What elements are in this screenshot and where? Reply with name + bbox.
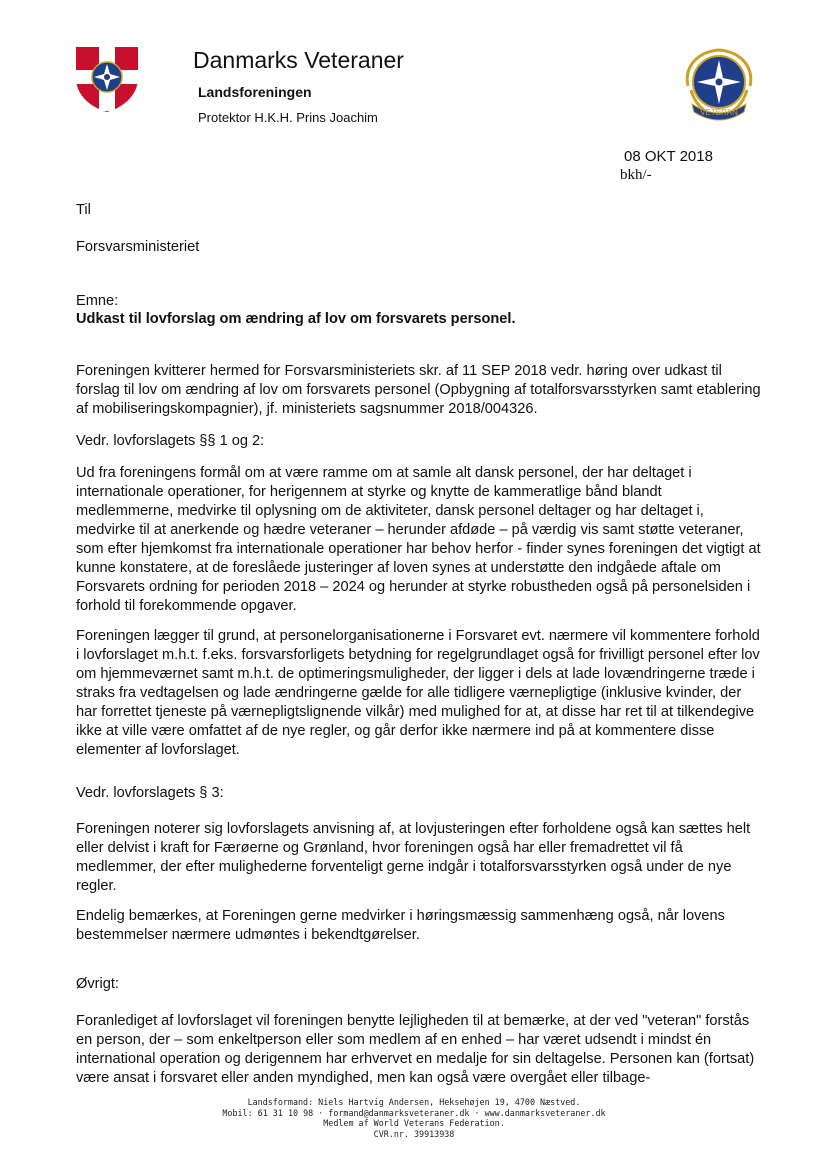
footer-membership-line: Medlem af World Veterans Federation.	[323, 1118, 505, 1128]
reference-code: bkh/-	[620, 167, 652, 183]
paragraph-purpose: Ud fra foreningens formål om at være ramme om at samle alt dansk personel, der har deltaget i internationale operationer, for herigennem at styrke og knytte de kammeratlige bånd blandt medlemmerne, medvirke til oplysning om de aktiviteter, dansk personel deltager og har deltaget i, medvirke til at anerkende og hædre veteraner – herunder afdøde – på værdig vis samt støtte veteraner, som efter hjemkomst fra internationale operationer har behov herfor - finder synes foreningen det vigtigt at kunne konstatere, at de foreslåede justeringer af loven synes at understøtte den indgåede aftale om Forsvarets ordning for perioden 2018 – 2024 og herunder at styrke robustheden også på personelsiden i forhold til forekommende opgaver.	[76, 465, 761, 614]
footer	[0, 1097, 828, 1139]
protector-line: Protektor H.K.H. Prins Joachim	[198, 110, 378, 125]
right-logo-veteran-badge	[678, 46, 760, 124]
recipient-label: Til	[76, 202, 91, 218]
paragraph-hearing: Endelig bemærkes, at Foreningen gerne medvirker i høringsmæssig sammenhæng også, når lovens bestemmelser nærmere udmøntes i bekendtgørelser.	[76, 908, 725, 943]
subject-text: Udkast til lovforslag om ændring af lov om forsvarets personel.	[76, 311, 516, 327]
paragraph-veteran-definition: Foranlediget af lovforslaget vil foreningen benytte lejligheden til at bemærke, at der ved "veteran" forstås en person, der – som enkeltperson eller som medlem af en enhed – har været udsendt i mindst én international operation og derigennem har erhvervet en medalje for sin deltagelse. Personen kan (fortsat) være ansat i forsvaret eller anden myndighed, men kan også være overgået eller tilbage-	[76, 1013, 755, 1086]
paragraph-faroe-greenland: Foreningen noterer sig lovforslagets anvisning af, at lovjusteringen efter forholdene også kan sættes helt eller delvist i kraft for Færøerne og Grønland, hvor foreningen også har eller fremadrettet vil få medlemmer, der efter mulighederne forventeligt gerne indgår i totalforsvarsstyrken også under de nye regler.	[76, 821, 751, 894]
organization-subtitle: Landsforeningen	[198, 84, 312, 100]
organization-name: Danmarks Veteraner	[193, 47, 404, 73]
paragraph-personnel: Foreningen lægger til grund, at personelorganisationerne i Forsvaret evt. nærmere vil kommentere forhold i lovforslaget m.h.t. f.eks. forsvarsforligets betydning for regelgrundlaget også for frivilligt personel efter lov om hjemmeværnet samt m.h.t. de optimeringsmuligheder, der ligger i dels at lade lovændringerne træde i straks fra vedtagelsen og lade ændringerne gælde for alle tidligere værnepligtige (inklusive kvinder, der har forrettet tjeneste på værnepligtslignende vilkår) med mulighed for at, at disse har ret til at tilkendegive ikke at ville være omfattet af de nye regler, og går derfor ikke nærmere ind på at kommentere disse elementer af lovforslaget.	[76, 628, 760, 758]
footer-chairman-line: Landsformand: Niels Hartvig Andersen, Heksehøjen 19, 4700 Næstved.	[247, 1097, 581, 1107]
section-heading-3: Vedr. lovforslagets § 3:	[76, 785, 224, 801]
footer-contact-line: Mobil: 61 31 10 98 · formand@danmarksveteraner.dk · www.danmarksveteraner.dk	[222, 1107, 606, 1118]
subject-label: Emne:	[76, 293, 119, 309]
intro-paragraph: Foreningen kvitterer hermed for Forsvarsministeriets skr. af 11 SEP 2018 vedr. høring over udkast til forslag til lov om ændring af lov om forsvarets personel (Opbygning af totalforsvarsstyrken samt etablering af mobiliseringskompagnier), jf. ministeriets sagsnummer 2018/004326.	[76, 363, 761, 417]
section-heading-1-2: Vedr. lovforslagets §§ 1 og 2:	[76, 433, 265, 449]
badge-text: VETERAN	[700, 108, 738, 117]
section-heading-other: Øvrigt:	[76, 976, 119, 992]
footer-cvr-line: CVR.nr. 39913938	[373, 1128, 455, 1139]
left-logo-shield	[72, 44, 142, 114]
recipient-name: Forsvarsministeriet	[76, 239, 200, 255]
letter-date: 08 OKT 2018	[624, 148, 713, 165]
